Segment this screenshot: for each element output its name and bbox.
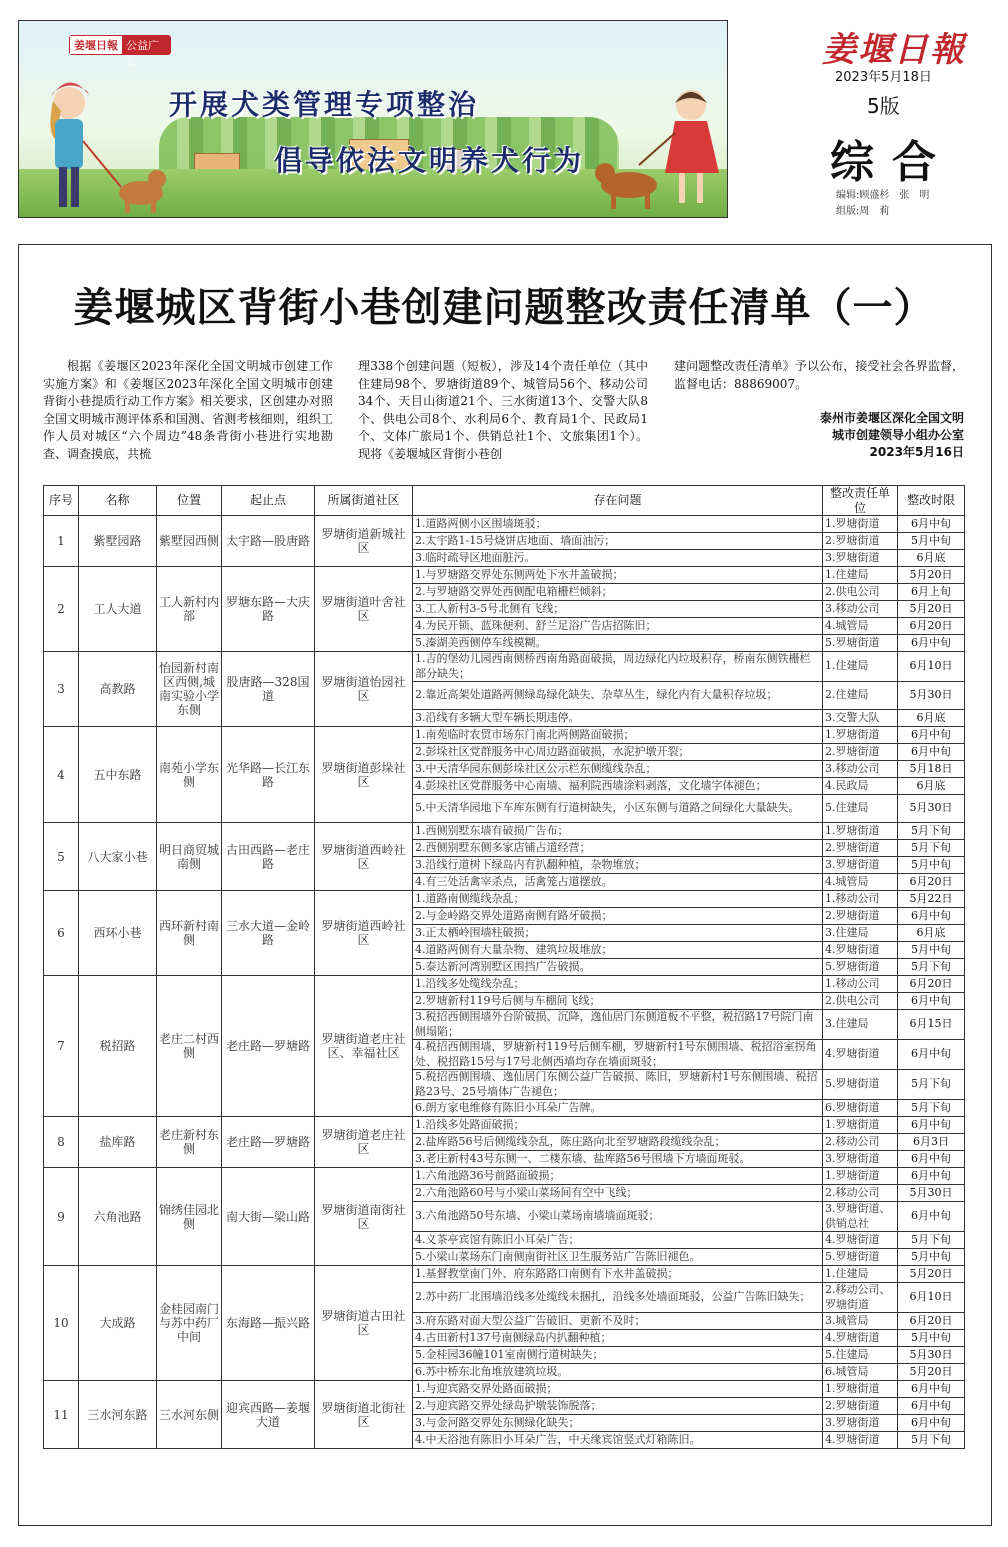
cell-no: 10 [44,1266,79,1381]
cell-no: 11 [44,1381,79,1449]
cell-problem: 6.苏中桥东北角堆放建筑垃圾。 [413,1364,823,1381]
cell-name: 高教路 [79,652,157,727]
cell-location: 紫墅园西侧 [157,516,222,567]
cell-area: 罗塘街道叶舍社区 [315,567,413,652]
table-row [44,727,965,744]
banner-slogan-line2: 倡导依法文明养犬行为 [274,144,585,177]
cell-unit: 4.罗塘街道 [823,942,898,959]
edition-number: 5版 [867,94,900,118]
issue-date: 2023年5月18日 [835,70,932,85]
header-name: 名称 [79,486,157,516]
cell-unit: 2.罗塘街道 [823,908,898,925]
cell-problem: 3.与金河路交界处东侧绿化缺失； [413,1415,823,1432]
cell-unit: 3.罗塘街道 [823,550,898,567]
cell-problem: 3.六角池路50号东墙、小梁山菜场南墙墙面斑驳； [413,1202,823,1232]
cell-location: 金桂园南门与苏中药厂中间 [157,1266,222,1381]
header-no: 序号 [44,486,79,516]
cell-range: 古田西路—老庄路 [222,823,315,891]
layout-line: 组版:周 莉 [836,206,890,217]
cell-unit: 4.民政局 [823,778,898,795]
cell-problem: 5.溱湖美西侧停车线模糊。 [413,635,823,652]
cell-problem: 6.朗方家电维修有陈旧小耳朵广告牌。 [413,1100,823,1117]
cell-deadline: 6月中旬 [898,1117,965,1134]
cell-problem: 2.西侧别墅东侧多家店铺占道经营； [413,840,823,857]
cell-unit: 6.罗塘街道 [823,1100,898,1117]
cell-location: 工人新村内部 [157,567,222,652]
cell-range: 南大街—梁山路 [222,1168,315,1266]
cell-problem: 4.古田新村137号南侧绿岛内扒翻种植； [413,1330,823,1347]
cell-deadline: 6月底 [898,778,965,795]
cell-name: 六角池路 [79,1168,157,1266]
cell-deadline: 5月20日 [898,601,965,618]
cell-unit: 5.罗塘街道 [823,959,898,976]
cell-unit: 3.城管局 [823,1313,898,1330]
cell-deadline: 5月下旬 [898,1070,965,1100]
table-row [44,516,965,533]
intro-column-2 [358,358,648,463]
header-deadline: 整改时限 [898,486,965,516]
cell-problem: 1.沿线多处缆线杂乱； [413,976,823,993]
newspaper-name: 姜堰日報 [822,30,966,70]
public-service-ad-banner [18,20,728,218]
cell-deadline: 5月30日 [898,682,965,710]
cell-unit: 3.罗塘街道、供销总社 [823,1202,898,1232]
cell-no: 8 [44,1117,79,1168]
cell-deadline: 5月中旬 [898,1249,965,1266]
cell-name: 税招路 [79,976,157,1117]
cell-deadline: 6月底 [898,925,965,942]
cell-problem: 5.金桂园36幢101室南侧行道树缺失； [413,1347,823,1364]
cell-problem: 2.苏中药厂北围墙沿线多处缆线未捆扎，沿线多处墙面斑驳，公益广告陈旧缺失； [413,1283,823,1313]
banner-logo-name: 姜堰日報 [70,36,122,54]
cell-area: 罗塘街道彭垛社区 [315,727,413,823]
cell-problem: 1.六角池路36号前路面破损； [413,1168,823,1185]
intro-column-3 [674,358,964,393]
cell-deadline: 6月中旬 [898,744,965,761]
cell-problem: 3.老庄新村43号东侧一、二楼东墙、盐库路56号围墙下方墙面斑驳。 [413,1151,823,1168]
cell-range: 东海路—振兴路 [222,1266,315,1381]
cell-unit: 4.罗塘街道 [823,1232,898,1249]
signature-org-line2: 城市创建领导小组办公室 [831,428,964,442]
cell-unit: 3.移动公司 [823,761,898,778]
cell-problem: 1.道路两侧小区围墙斑驳； [413,516,823,533]
cell-unit: 3.罗塘街道 [823,1151,898,1168]
table-row [44,1168,965,1185]
cell-deadline: 5月下旬 [898,1232,965,1249]
table-row [44,1266,965,1283]
cell-unit: 3.罗塘街道 [823,857,898,874]
header-problem: 存在问题 [413,486,823,516]
cell-deadline: 5月下旬 [898,1100,965,1117]
cell-problem: 3.沿线行道树下绿岛内有扒翻种植，杂物堆放； [413,857,823,874]
cell-problem: 2.罗塘新村119号后侧与车棚间飞线； [413,993,823,1010]
cell-deadline: 5月20日 [898,1364,965,1381]
cell-range: 老庄路—罗塘路 [222,976,315,1117]
cell-unit: 1.罗塘街道 [823,516,898,533]
cell-deadline: 5月30日 [898,1185,965,1202]
cell-deadline: 6月20日 [898,618,965,635]
cell-problem: 2.太宇路1-15号烧饼店地面、墙面油污； [413,533,823,550]
cell-problem: 1.基督教堂南门外、府东路路口南侧有下水井盖破损； [413,1266,823,1283]
cell-unit: 2.罗塘街道 [823,744,898,761]
cell-problem: 2.与金岭路交界处道路南侧有路牙破损； [413,908,823,925]
cell-unit: 2.移动公司、罗塘街道 [823,1283,898,1313]
cell-deadline: 6月上旬 [898,584,965,601]
cell-name: 盐库路 [79,1117,157,1168]
cell-deadline: 6月底 [898,710,965,727]
cell-deadline: 6月中旬 [898,1415,965,1432]
cell-deadline: 6月20日 [898,874,965,891]
cell-area: 罗塘街道西岭社区 [315,891,413,976]
cell-no: 6 [44,891,79,976]
cell-deadline: 5月20日 [898,567,965,584]
cell-problem: 1.西侧别墅东墙有破损广告布； [413,823,823,840]
cell-deadline: 5月18日 [898,761,965,778]
cell-problem: 3.税招西侧围墙外台阶破损、沉降，逸仙居门东侧道板不平整，税招路17号院门南侧塌陷； [413,1010,823,1040]
cell-deadline: 5月下旬 [898,823,965,840]
intro-column-1 [43,358,333,463]
cell-unit: 1.移动公司 [823,891,898,908]
cell-problem: 2.六角池路60号与小梁山菜场间有空中飞线； [413,1185,823,1202]
cell-problem: 2.与迎宾路交界处绿岛护墩装饰脱落； [413,1398,823,1415]
cell-deadline: 5月30日 [898,795,965,823]
cell-name: 西环小巷 [79,891,157,976]
cell-problem: 2.彭垛社区党群服务中心周边路面破损，水泥护墩开裂； [413,744,823,761]
cell-range: 光华路—长江东路 [222,727,315,823]
cell-unit: 5.罗塘街道 [823,635,898,652]
header-location: 位置 [157,486,222,516]
banner-logo-tag: 公益广告 [122,36,170,54]
signature-org-line1: 泰州市姜堰区深化全国文明 [819,411,964,425]
cell-deadline: 6月中旬 [898,908,965,925]
cell-area: 罗塘街道古田社区 [315,1266,413,1381]
cell-deadline: 6月底 [898,550,965,567]
intro-paragraph: 根据《姜堰区2023年深化全国文明城市创建工作实施方案》和《姜堰区2023年深化全国文明城市创建背街小巷提质行动工作方案》相关要求，区创建办对照全国文明城市测评体系和国测、省测考核细则，组织工作人员对城区“六个周边”48条背街小巷进行实地勘查、调查摸底，共梳 [43,359,333,461]
cell-deadline: 6月20日 [898,976,965,993]
cell-unit: 2.罗塘街道 [823,533,898,550]
cell-unit: 1.住建局 [823,567,898,584]
table-row [44,976,965,993]
cell-area: 罗塘街道西岭社区 [315,823,413,891]
cell-problem: 4.税招西侧围墙，罗塘新村119号后侧车棚，罗塘新村1号东侧围墙、税招浴室拐角处、税招路15号与17号北侧西墙均存在墙面斑驳； [413,1040,823,1070]
cell-location: 西环新村南侧 [157,891,222,976]
cell-deadline: 6月中旬 [898,1151,965,1168]
cell-unit: 1.罗塘街道 [823,727,898,744]
cell-unit: 2.住建局 [823,682,898,710]
signature-block [700,410,964,461]
cell-problem: 3.正太栖岭围墙柱破损； [413,925,823,942]
cell-unit: 2.移动公司 [823,1185,898,1202]
cell-problem: 3.中天清华园东侧彭垛社区公示栏东侧缆线杂乱； [413,761,823,778]
cell-name: 八大家小巷 [79,823,157,891]
cell-no: 2 [44,567,79,652]
cell-location: 三水河东侧 [157,1381,222,1449]
cell-deadline: 5月下旬 [898,1432,965,1449]
cell-unit: 3.交警大队 [823,710,898,727]
cell-problem: 1.吉的堡幼儿园西南侧桥西南角路面破损，周边绿化内垃圾积存，桥南东侧铁栅栏部分缺失； [413,652,823,682]
cell-deadline: 6月10日 [898,652,965,682]
cell-no: 4 [44,727,79,823]
cell-problem: 3.沿线有多辆大型车辆长期违停。 [413,710,823,727]
cell-deadline: 6月中旬 [898,993,965,1010]
cell-problem: 1.与迎宾路交界处路面破损； [413,1381,823,1398]
table-row [44,652,965,682]
cell-deadline: 6月中旬 [898,727,965,744]
cell-unit: 1.罗塘街道 [823,1381,898,1398]
cell-unit: 2.罗塘街道 [823,840,898,857]
cell-area: 罗塘街道老庄社区、幸福社区 [315,976,413,1117]
cell-area: 罗塘街道老庄社区 [315,1117,413,1168]
cell-unit: 1.罗塘街道 [823,1168,898,1185]
cell-deadline: 6月中旬 [898,1398,965,1415]
cell-no: 9 [44,1168,79,1266]
cell-name: 工人大道 [79,567,157,652]
editors-line: 编辑:顾盛杉 张 明 [836,190,930,201]
cell-problem: 5.小梁山菜场东门南侧南街社区卫生服务站广告陈旧褪色。 [413,1249,823,1266]
cell-name: 大成路 [79,1266,157,1381]
cell-deadline: 5月30日 [898,1347,965,1364]
header-range: 起止点 [222,486,315,516]
cell-deadline: 6月中旬 [898,635,965,652]
cell-unit: 1.移动公司 [823,976,898,993]
cell-problem: 4.中天浴池有陈旧小耳朵广告，中天缘宾馆竖式灯箱陈旧。 [413,1432,823,1449]
cell-unit: 4.城管局 [823,618,898,635]
cell-name: 紫墅园路 [79,516,157,567]
cell-location: 南苑小学东侧 [157,727,222,823]
cell-deadline: 6月中旬 [898,1381,965,1398]
cell-name: 三水河东路 [79,1381,157,1449]
cell-range: 股唐路—328国道 [222,652,315,727]
cell-unit: 5.住建局 [823,1347,898,1364]
cell-deadline: 5月22日 [898,891,965,908]
cell-unit: 4.罗塘街道 [823,1040,898,1070]
cell-deadline: 5月下旬 [898,840,965,857]
cell-problem: 3.工人新村3-5号北侧有飞线； [413,601,823,618]
cell-problem: 4.道路两侧有大量杂物、建筑垃圾堆放； [413,942,823,959]
cell-problem: 3.府东路对面大型公益广告破旧、更新不及时； [413,1313,823,1330]
cell-area: 罗塘街道怡园社区 [315,652,413,727]
cell-deadline: 6月中旬 [898,516,965,533]
cell-no: 1 [44,516,79,567]
cell-unit: 3.罗塘街道 [823,1415,898,1432]
cell-deadline: 5月20日 [898,1266,965,1283]
cell-problem: 3.临时疏导区地面脏污。 [413,550,823,567]
banner-logo [69,35,171,68]
cell-no: 5 [44,823,79,891]
table-body [44,516,965,1449]
cell-unit: 3.移动公司 [823,601,898,618]
cell-unit: 2.罗塘街道 [823,1398,898,1415]
cell-location: 老庄新村东侧 [157,1117,222,1168]
signature-date: 2023年5月16日 [869,445,964,459]
cell-problem: 2.盐库路56号后侧缆线杂乱，陈庄路向北至罗塘路段缆线杂乱； [413,1134,823,1151]
intro-paragraph: 建问题整改责任清单》予以公布，接受社会各界监督，监督电话：88869007。 [674,359,964,391]
cell-unit: 5.罗塘街道 [823,1070,898,1100]
section-title: 综合 [830,137,954,188]
header-area: 所属街道社区 [315,486,413,516]
cell-problem: 1.南苑临时农贸市场东门南北两侧路面破损； [413,727,823,744]
cell-deadline: 6月20日 [898,1313,965,1330]
cell-deadline: 5月中旬 [898,533,965,550]
cell-location: 怡园新村南区西侧,城南实验小学东侧 [157,652,222,727]
intro-paragraph: 理338个创建问题（短板），涉及14个责任单位（其中住建局98个、罗塘街道89个、城管局56个、移动公司34个、天目山街道21个、三水街道13个、交警大队8个、供电公司8个、水利局6个、教育局1个、民政局1个、文体广旅局1个、供销总社1个、文旅集团1个）。现将《姜堰城区背街小巷创 [358,359,648,461]
cell-deadline: 5月下旬 [898,959,965,976]
cell-unit: 1.住建局 [823,1266,898,1283]
cell-problem: 4.有三处活禽宰杀点，活禽笼占道摆放。 [413,874,823,891]
cell-name: 五中东路 [79,727,157,823]
cell-unit: 4.罗塘街道 [823,1330,898,1347]
cell-unit: 4.城管局 [823,874,898,891]
table-row [44,823,965,840]
cell-problem: 5.泰达新河湾别墅区围挡广告破损。 [413,959,823,976]
girl-walking-dog-right-illustration [579,81,727,217]
table-row [44,567,965,584]
editor-credits [836,188,929,220]
cell-area: 罗塘街道北街社区 [315,1381,413,1449]
cell-deadline: 6月中旬 [898,1168,965,1185]
cell-problem: 2.靠近高架处道路两侧绿岛绿化缺失、杂草丛生，绿化内有大量积存垃圾； [413,682,823,710]
girl-walking-dog-illustration [25,61,175,217]
table-header-row [44,486,965,516]
cell-location: 老庄二村西侧 [157,976,222,1117]
cell-unit: 1.罗塘街道 [823,823,898,840]
cell-unit: 3.住建局 [823,1010,898,1040]
cell-unit: 6.城管局 [823,1364,898,1381]
banner-slogan-line1: 开展犬类管理专项整治 [169,88,480,121]
cell-problem: 4.为民开锁、蓝珠便利、舒兰足浴广告店招陈旧； [413,618,823,635]
table-row [44,891,965,908]
cell-problem: 2.与罗塘路交界处西侧配电箱栅栏倾斜； [413,584,823,601]
cell-unit: 4.罗塘街道 [823,1432,898,1449]
rectification-table [43,485,965,1449]
cell-problem: 1.与罗塘路交界处东侧两处下水井盖破损； [413,567,823,584]
cell-range: 三水大道—金岭路 [222,891,315,976]
cell-location: 明日商贸城南侧 [157,823,222,891]
cell-no: 7 [44,976,79,1117]
cell-range: 罗塘东路—大庆路 [222,567,315,652]
cell-deadline: 6月3日 [898,1134,965,1151]
cell-location: 锦绣佳园北侧 [157,1168,222,1266]
cell-problem: 5.中天清华园地下车库东侧有行道树缺失，小区东侧与道路之间绿化大量缺失。 [413,795,823,823]
cell-area: 罗塘街道南街社区 [315,1168,413,1266]
cell-unit: 2.供电公司 [823,584,898,601]
cell-no: 3 [44,652,79,727]
cell-deadline: 5月中旬 [898,942,965,959]
cell-problem: 4.义茶亭宾馆有陈旧小耳朵广告； [413,1232,823,1249]
cell-unit: 5.罗塘街道 [823,1249,898,1266]
cell-problem: 1.道路南侧缆线杂乱； [413,891,823,908]
header-unit: 整改责任单位 [823,486,898,516]
table-row [44,1117,965,1134]
cell-unit: 5.住建局 [823,795,898,823]
cell-unit: 2.移动公司 [823,1134,898,1151]
cell-area: 罗塘街道新城社区 [315,516,413,567]
cell-problem: 5.税招西侧围墙、逸仙居门东侧公益广告破损、陈旧，罗塘新村1号东侧围墙、税招路23号、25号墙体广告褪色； [413,1070,823,1100]
cell-deadline: 5月中旬 [898,857,965,874]
article-headline: 姜堰城区背街小巷创建问题整改责任清单（一） [73,284,935,331]
cell-range: 迎宾西路—姜堰大道 [222,1381,315,1449]
cell-problem: 1.沿线多处路面破损； [413,1117,823,1134]
cell-deadline: 6月中旬 [898,1040,965,1070]
cell-problem: 4.彭垛社区党群服务中心南墙、福利院西墙涂料剥落，文化墙字体褪色； [413,778,823,795]
cell-range: 太宇路—股唐路 [222,516,315,567]
cell-range: 老庄路—罗塘路 [222,1117,315,1168]
cell-unit: 2.供电公司 [823,993,898,1010]
table-row [44,1381,965,1398]
cell-deadline: 5月中旬 [898,1330,965,1347]
cell-unit: 1.罗塘街道 [823,1117,898,1134]
cell-deadline: 6月中旬 [898,1202,965,1232]
cell-deadline: 6月15日 [898,1010,965,1040]
cell-unit: 1.住建局 [823,652,898,682]
cell-unit: 3.住建局 [823,925,898,942]
cell-deadline: 6月10日 [898,1283,965,1313]
